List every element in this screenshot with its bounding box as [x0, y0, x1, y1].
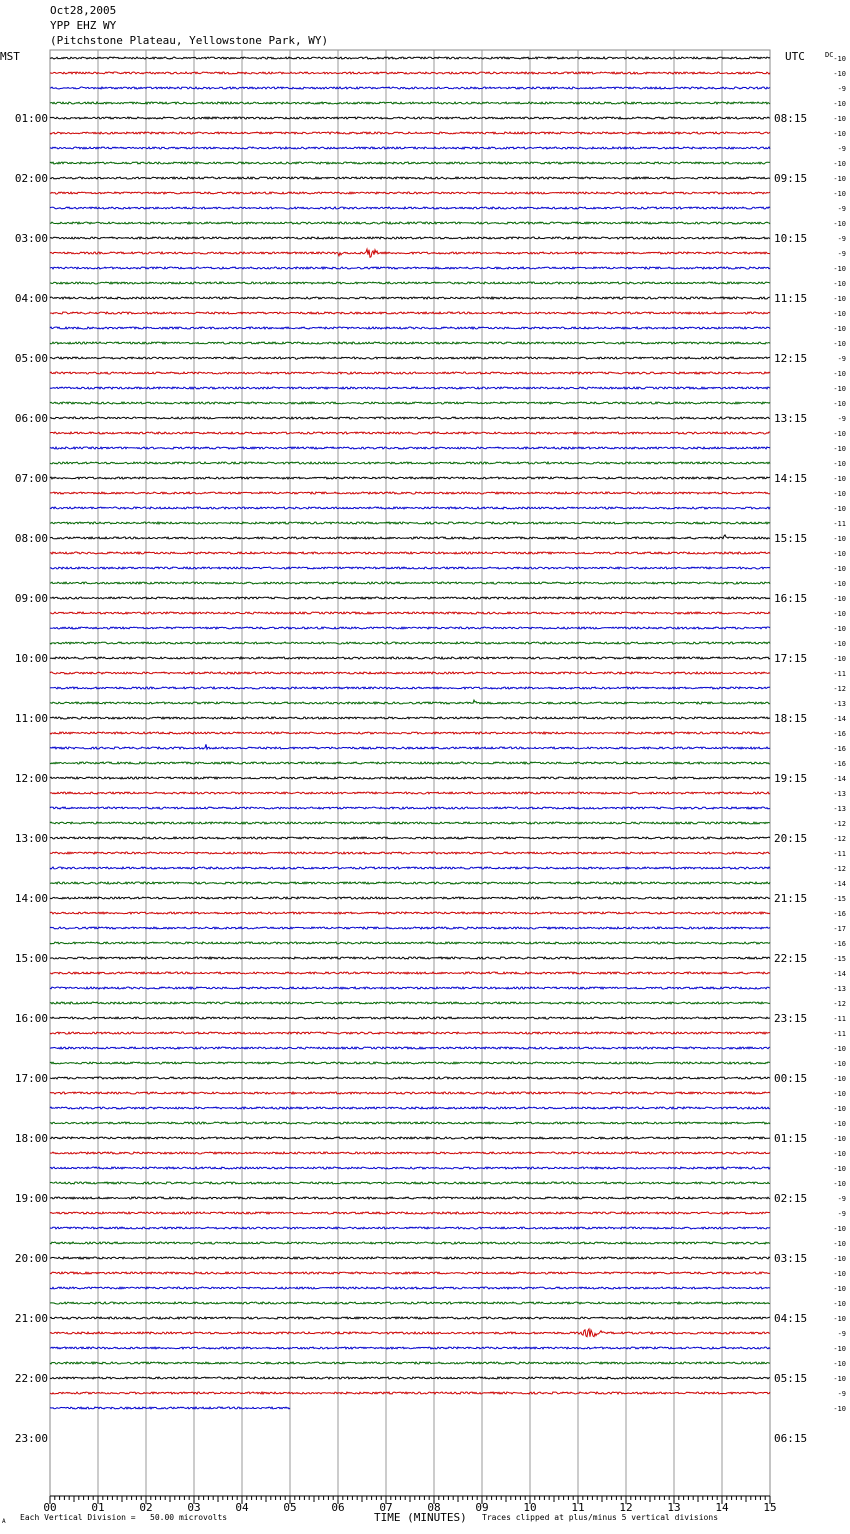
trace-42 — [50, 687, 770, 689]
dc-offset-label: -10 — [833, 550, 846, 558]
dc-offset-label: -10 — [833, 370, 846, 378]
dc-offset-label: -11 — [833, 1015, 846, 1023]
dc-offset-label: -9 — [837, 1330, 846, 1338]
utc-hour-label: 05:15 — [774, 1372, 808, 1385]
dc-offset-label: -10 — [833, 100, 846, 108]
trace-81 — [50, 1272, 770, 1274]
utc-hour-label: 23:15 — [774, 1012, 808, 1025]
dc-offset-label: -11 — [833, 1030, 846, 1038]
dc-offset-label: -10 — [833, 430, 846, 438]
dc-offset-label: -14 — [833, 775, 846, 783]
utc-hour-label: 21:15 — [774, 892, 808, 905]
trace-66 — [50, 1047, 770, 1049]
utc-hour-label: 22:15 — [774, 952, 808, 965]
x-tick-label: 02 — [139, 1501, 153, 1514]
trace-16 — [50, 297, 770, 299]
trace-77 — [50, 1212, 770, 1214]
dc-offset-label: -9 — [837, 250, 846, 258]
trace-1 — [50, 72, 770, 74]
mst-hour-label: 01:00 — [14, 112, 48, 125]
dc-offset-label: -10 — [833, 130, 846, 138]
trace-89 — [50, 1392, 770, 1394]
trace-5 — [50, 132, 770, 134]
mst-hour-label: 11:00 — [14, 712, 48, 725]
mst-hour-label: 15:00 — [14, 952, 48, 965]
utc-hour-label: 06:15 — [774, 1432, 808, 1445]
dc-offset-label: -12 — [833, 685, 846, 693]
trace-59 — [50, 942, 770, 944]
right-timezone-label: UTC — [785, 50, 805, 63]
dc-offset-label: -13 — [833, 790, 846, 798]
trace-18 — [50, 327, 770, 329]
trace-13 — [50, 249, 770, 257]
station-location: (Pitchstone Plateau, Yellowstone Park, WY) — [50, 34, 329, 47]
mst-hour-label: 12:00 — [14, 772, 48, 785]
trace-49 — [50, 792, 770, 794]
dc-offset-label: -11 — [833, 520, 846, 528]
utc-hour-label: 09:15 — [774, 172, 808, 185]
trace-3 — [50, 102, 770, 104]
trace-56 — [50, 897, 770, 899]
trace-30 — [50, 507, 770, 509]
dc-offset-label: -10 — [833, 280, 846, 288]
dc-offset-label: -10 — [833, 1285, 846, 1293]
mst-hour-label: 06:00 — [14, 412, 48, 425]
trace-61 — [50, 972, 770, 974]
trace-84 — [50, 1317, 770, 1319]
dc-offset-label: -10 — [833, 1075, 846, 1083]
trace-44 — [50, 717, 770, 719]
dc-offset-label: -10 — [833, 175, 846, 183]
utc-hour-label: 19:15 — [774, 772, 808, 785]
dc-offset-label: -10 — [833, 565, 846, 573]
dc-offset-label: -13 — [833, 805, 846, 813]
trace-2 — [50, 87, 770, 89]
dc-offset-label: -10 — [833, 460, 846, 468]
clip-note: Traces clipped at plus/minus 5 vertical divisions — [482, 1513, 719, 1522]
trace-15 — [50, 282, 770, 284]
x-tick-label: 09 — [475, 1501, 489, 1514]
trace-52 — [50, 837, 770, 839]
trace-50 — [50, 807, 770, 809]
mst-hour-label: 16:00 — [14, 1012, 48, 1025]
trace-76 — [50, 1197, 770, 1199]
trace-75 — [50, 1182, 770, 1184]
mst-hour-label: 03:00 — [14, 232, 48, 245]
mst-hour-label: 14:00 — [14, 892, 48, 905]
utc-hour-label: 11:15 — [774, 292, 808, 305]
trace-62 — [50, 987, 770, 989]
trace-78 — [50, 1227, 770, 1229]
minute-gridlines — [50, 50, 770, 1496]
x-tick-label: 10 — [523, 1501, 537, 1514]
trace-60 — [50, 957, 770, 959]
trace-73 — [50, 1152, 770, 1154]
left-timezone-label: MST — [0, 50, 20, 63]
x-tick-label: 03 — [187, 1501, 201, 1514]
mst-hour-label: 10:00 — [14, 652, 48, 665]
dc-offset-label: -12 — [833, 820, 846, 828]
trace-55 — [50, 882, 770, 884]
dc-offset-label: -10 — [833, 625, 846, 633]
trace-79 — [50, 1242, 770, 1244]
dc-offset-label: -10 — [833, 385, 846, 393]
trace-51 — [50, 822, 770, 824]
mst-hour-label: 04:00 — [14, 292, 48, 305]
trace-68 — [50, 1077, 770, 1079]
dc-offset-label: -10 — [833, 1405, 846, 1413]
dc-offset-label: -15 — [833, 895, 846, 903]
dc-offset-label: -9 — [837, 235, 846, 243]
mst-hour-label: 18:00 — [14, 1132, 48, 1145]
dc-offset-label: -10 — [833, 640, 846, 648]
trace-57 — [50, 912, 770, 914]
dc-offset-label: -10 — [833, 1120, 846, 1128]
dc-offset-label: -10 — [833, 1240, 846, 1248]
dc-offset-label: -10 — [833, 70, 846, 78]
x-tick-label: 13 — [667, 1501, 681, 1514]
trace-34 — [50, 567, 770, 569]
dc-offset-label: -9 — [837, 145, 846, 153]
dc-offset-label: -9 — [837, 1195, 846, 1203]
trace-82 — [50, 1287, 770, 1289]
dc-offset-label: -14 — [833, 970, 846, 978]
utc-hour-label: 15:15 — [774, 532, 808, 545]
dc-offset-label: -16 — [833, 940, 846, 948]
trace-9 — [50, 192, 770, 194]
seismic-traces — [50, 57, 770, 1409]
trace-43 — [50, 700, 770, 704]
trace-0 — [50, 57, 770, 59]
station-code: YPP EHZ WY — [50, 19, 117, 32]
trace-11 — [50, 222, 770, 224]
trace-48 — [50, 777, 770, 779]
dc-offset-label: -17 — [833, 925, 846, 933]
x-tick-label: 07 — [379, 1501, 393, 1514]
mst-hour-label: 22:00 — [14, 1372, 48, 1385]
x-axis-title: TIME (MINUTES) — [374, 1511, 467, 1524]
utc-hour-label: 13:15 — [774, 412, 808, 425]
dc-offset-label: -10 — [833, 1165, 846, 1173]
utc-hour-label: 20:15 — [774, 832, 808, 845]
mst-hour-label: 07:00 — [14, 472, 48, 485]
utc-hour-label: 16:15 — [774, 592, 808, 605]
trace-4 — [50, 117, 770, 119]
trace-64 — [50, 1017, 770, 1019]
trace-80 — [50, 1257, 770, 1259]
x-tick-label: 05 — [283, 1501, 297, 1514]
utc-hour-label: 18:15 — [774, 712, 808, 725]
utc-hour-label: 17:15 — [774, 652, 808, 665]
trace-71 — [50, 1122, 770, 1124]
trace-31 — [50, 522, 770, 524]
dc-offset-label: -10 — [833, 190, 846, 198]
dc-offset-label: -10 — [833, 325, 846, 333]
dc-offset-label: -12 — [833, 1000, 846, 1008]
trace-90 — [50, 1407, 290, 1409]
trace-23 — [50, 402, 770, 404]
dc-offset-label: -10 — [833, 1045, 846, 1053]
x-tick-label: 00 — [43, 1501, 57, 1514]
x-tick-label: 06 — [331, 1501, 345, 1514]
utc-hour-label: 10:15 — [774, 232, 808, 245]
footer-left-mark: A — [2, 1518, 6, 1525]
dc-offset-label: -10 — [833, 310, 846, 318]
plot-date: Oct28,2005 — [50, 4, 117, 17]
x-tick-label: 11 — [571, 1501, 585, 1514]
dc-offset-label: -10 — [833, 595, 846, 603]
trace-21 — [50, 372, 770, 374]
x-tick-label: 15 — [763, 1501, 777, 1514]
x-tick-label: 14 — [715, 1501, 729, 1514]
trace-35 — [50, 582, 770, 584]
dc-offset-label: -16 — [833, 910, 846, 918]
dc-offset-label: -10 — [833, 1150, 846, 1158]
trace-88 — [50, 1377, 770, 1379]
dc-offset-label: -10 — [833, 340, 846, 348]
dc-offset-label: -10 — [833, 610, 846, 618]
utc-hour-label: 02:15 — [774, 1192, 808, 1205]
trace-33 — [50, 552, 770, 554]
trace-27 — [50, 462, 770, 464]
trace-7 — [50, 162, 770, 164]
dc-offset-label: -15 — [833, 955, 846, 963]
trace-20 — [50, 357, 770, 359]
dc-offset-label: -10 — [833, 1135, 846, 1143]
dc-offset-label: -16 — [833, 730, 846, 738]
mst-hour-label: 02:00 — [14, 172, 48, 185]
dc-offset-label: -14 — [833, 880, 846, 888]
mst-hour-label: 05:00 — [14, 352, 48, 365]
trace-17 — [50, 312, 770, 314]
trace-54 — [50, 867, 770, 869]
dc-offset-label: -10 — [833, 295, 846, 303]
x-tick-label: 01 — [91, 1501, 105, 1514]
trace-36 — [50, 597, 770, 599]
dc-offset-label: -9 — [837, 85, 846, 93]
dc-offset-label: -10 — [833, 580, 846, 588]
trace-72 — [50, 1137, 770, 1139]
dc-offset-label: -10 — [833, 55, 846, 63]
trace-86 — [50, 1347, 770, 1349]
dc-offset-label: -10 — [833, 220, 846, 228]
dc-offset-label: -9 — [837, 205, 846, 213]
trace-25 — [50, 432, 770, 434]
dc-offset-label: -16 — [833, 745, 846, 753]
trace-63 — [50, 1002, 770, 1004]
dc-offset-label: -9 — [837, 1390, 846, 1398]
trace-32 — [50, 535, 770, 539]
utc-hour-label: 03:15 — [774, 1252, 808, 1265]
trace-40 — [50, 657, 770, 659]
dc-offset-label: -12 — [833, 835, 846, 843]
trace-53 — [50, 852, 770, 854]
dc-offset-label: -10 — [833, 1255, 846, 1263]
dc-offset-label: -13 — [833, 985, 846, 993]
dc-offset-label: -10 — [833, 115, 846, 123]
dc-offset-label: -10 — [833, 1105, 846, 1113]
trace-74 — [50, 1167, 770, 1169]
utc-hour-label: 04:15 — [774, 1312, 808, 1325]
mst-hour-label: 17:00 — [14, 1072, 48, 1085]
dc-offset-label: -10 — [833, 1375, 846, 1383]
dc-offset-label: -10 — [833, 1300, 846, 1308]
dc-offset-label: -10 — [833, 1225, 846, 1233]
dc-offset-label: -10 — [833, 1345, 846, 1353]
x-tick-label: 12 — [619, 1501, 633, 1514]
trace-70 — [50, 1107, 770, 1109]
dc-offset-label: -11 — [833, 850, 846, 858]
dc-offset-label: -10 — [833, 1090, 846, 1098]
dc-offset-label: -9 — [837, 1210, 846, 1218]
mst-hour-label: 19:00 — [14, 1192, 48, 1205]
trace-37 — [50, 612, 770, 614]
dc-offset-label: -10 — [833, 160, 846, 168]
trace-12 — [50, 237, 770, 239]
mst-hour-label: 09:00 — [14, 592, 48, 605]
dc-offset-label: -10 — [833, 1060, 846, 1068]
trace-10 — [50, 207, 770, 209]
mst-hour-label: 21:00 — [14, 1312, 48, 1325]
plot-frame — [50, 50, 770, 1496]
dc-offset-label: -10 — [833, 445, 846, 453]
dc-offset-label: -13 — [833, 700, 846, 708]
scale-note: Each Vertical Division = 50.00 microvolts — [20, 1513, 228, 1522]
dc-offset-label: -16 — [833, 760, 846, 768]
dc-offset-label: -10 — [833, 490, 846, 498]
utc-hour-label: 14:15 — [774, 472, 808, 485]
dc-offset-label: -9 — [837, 355, 846, 363]
trace-24 — [50, 417, 770, 419]
dc-offset-label: -14 — [833, 715, 846, 723]
time-labels — [15, 55, 846, 1445]
trace-6 — [50, 147, 770, 149]
trace-69 — [50, 1092, 770, 1094]
dc-offset-label: -10 — [833, 475, 846, 483]
trace-87 — [50, 1362, 770, 1364]
dc-offset-label: -9 — [837, 415, 846, 423]
mst-hour-label: 23:00 — [14, 1432, 48, 1445]
dc-offset-label: -12 — [833, 865, 846, 873]
trace-47 — [50, 762, 770, 764]
utc-hour-label: 01:15 — [774, 1132, 808, 1145]
trace-85 — [50, 1329, 770, 1337]
mst-hour-label: 20:00 — [14, 1252, 48, 1265]
mst-hour-label: 08:00 — [14, 532, 48, 545]
dc-column-label: DC — [825, 51, 834, 59]
trace-41 — [50, 672, 770, 674]
trace-67 — [50, 1062, 770, 1064]
trace-19 — [50, 342, 770, 344]
utc-hour-label: 12:15 — [774, 352, 808, 365]
dc-offset-label: -10 — [833, 1360, 846, 1368]
trace-58 — [50, 927, 770, 929]
mst-hour-label: 13:00 — [14, 832, 48, 845]
trace-39 — [50, 642, 770, 644]
dc-offset-label: -10 — [833, 1180, 846, 1188]
dc-offset-label: -10 — [833, 265, 846, 273]
dc-offset-label: -10 — [833, 655, 846, 663]
trace-28 — [50, 477, 770, 479]
x-tick-label: 04 — [235, 1501, 249, 1514]
dc-offset-label: -10 — [833, 1270, 846, 1278]
trace-8 — [50, 177, 770, 179]
utc-hour-label: 00:15 — [774, 1072, 808, 1085]
trace-83 — [50, 1302, 770, 1304]
dc-offset-label: -10 — [833, 535, 846, 543]
dc-offset-label: -10 — [833, 1315, 846, 1323]
dc-offset-label: -11 — [833, 670, 846, 678]
utc-hour-label: 08:15 — [774, 112, 808, 125]
dc-offset-label: -10 — [833, 400, 846, 408]
trace-45 — [50, 732, 770, 734]
x-tick-label: 08 — [427, 1501, 441, 1514]
trace-14 — [50, 267, 770, 269]
trace-46 — [50, 744, 770, 749]
trace-38 — [50, 627, 770, 629]
dc-offset-label: -10 — [833, 505, 846, 513]
trace-26 — [50, 447, 770, 449]
trace-65 — [50, 1032, 770, 1034]
trace-22 — [50, 387, 770, 389]
trace-29 — [50, 492, 770, 494]
